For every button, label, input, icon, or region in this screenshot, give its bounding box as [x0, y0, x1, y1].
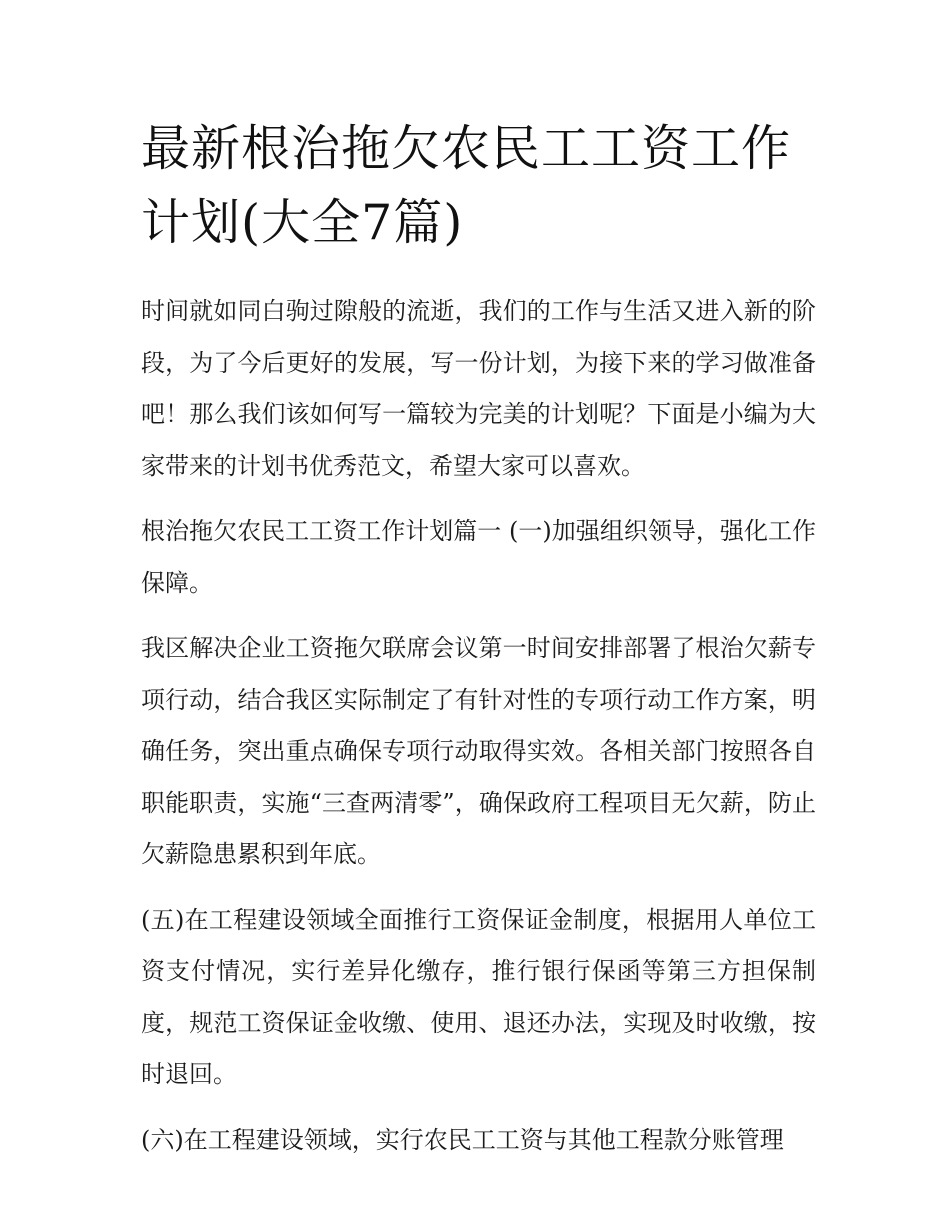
section-heading-paragraph: 根治拖欠农民工工资工作计划篇一 (一)加强组织领导，强化工作保障。 — [141, 517, 816, 597]
document-body — [141, 112, 816, 1166]
intro-paragraph: 时间就如同白驹过隙般的流逝，我们的工作与生活又进入新的阶段，为了今后更好的发展，写一份计划，为接下来的学习做准备吧！那么我们该如何写一篇较为完美的计划呢？下面是小编为大家带来的计划书优秀范文，希望大家可以喜欢。 — [141, 297, 816, 480]
body-paragraph: (六)在工程建设领域，实行农民工工资与其他工程款分账管理 — [141, 1125, 784, 1154]
body-paragraph: 我区解决企业工资拖欠联席会议第一时间安排部署了根治欠薪专项行动，结合我区实际制定了有针对性的专项行动工作方案，明确任务，突出重点确保专项行动取得实效。各相关部门按照各自职能职责，实施“三查两清零”，确保政府工程项目无欠薪，防止欠薪隐患累积到年底。 — [141, 634, 816, 868]
body-paragraph: (五)在工程建设领域全面推行工资保证金制度，根据用人单位工资支付情况，实行差异化缴存，推行银行保函等第三方担保制度，规范工资保证金收缴、使用、退还办法，实现及时收缴，按时退回。 — [141, 905, 816, 1088]
document-title: 最新根治拖欠农民工工资工作计划(大全7篇) — [141, 120, 792, 251]
